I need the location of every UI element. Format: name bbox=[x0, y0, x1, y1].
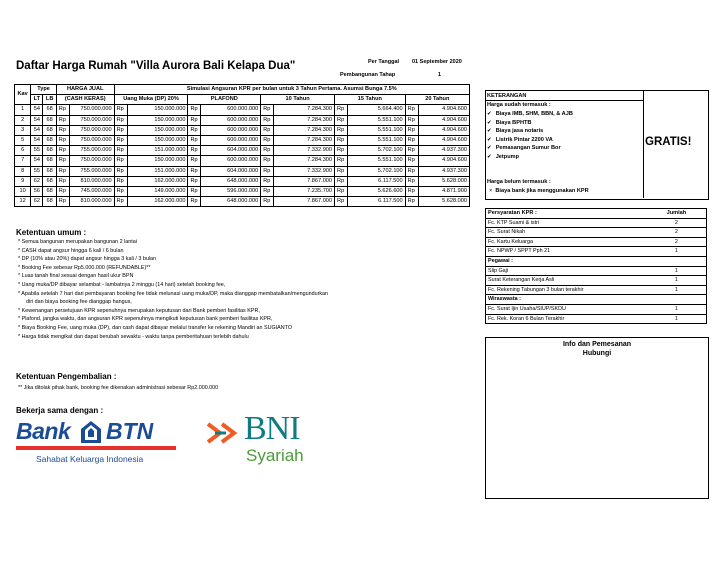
col-type: Type bbox=[31, 85, 57, 95]
cell-plafond: 600.000.000 bbox=[201, 125, 261, 135]
cell-t10: 7.235.700 bbox=[274, 186, 335, 196]
persyaratan-item: Fc. NPWP / SPPT Pph 21 bbox=[486, 247, 647, 257]
cell-rp: Rp bbox=[188, 186, 201, 196]
included-item bbox=[487, 127, 573, 136]
cell-t20: 4.904.600 bbox=[418, 115, 469, 125]
cell-kav: 3 bbox=[15, 125, 31, 135]
cell-harga: 755.000.000 bbox=[69, 146, 114, 156]
ketentuan-item: * DP (10% atau 20%) dapat angsur hingga 3 kali / 3 bulan bbox=[18, 256, 157, 263]
cell-lt: 62 bbox=[31, 197, 43, 207]
ketentuan-item: * Apabila setelah 7 hari dari pembayaran booking fee tidak melunasi uang muka/DP, maka dianggap membatalkan/mengundurkan bbox=[18, 290, 329, 297]
cell-rp: Rp bbox=[405, 166, 418, 176]
persyaratan-group-title: Wiraswasta : bbox=[486, 295, 707, 305]
cell-rp: Rp bbox=[405, 135, 418, 145]
ketentuan-item: * Biaya Booking Fee, uang muka (DP), dan cash dapat dibayar melalui transfer ke rekening Mandiri an SUGIANTO bbox=[18, 324, 293, 331]
cell-t15: 5.551.100 bbox=[348, 115, 406, 125]
included-item bbox=[487, 144, 573, 153]
persyaratan-row bbox=[486, 285, 707, 295]
included-label: Pemasangan Sumur Bor bbox=[495, 145, 561, 152]
cell-rp: Rp bbox=[114, 105, 127, 115]
ketentuan-item: * Kewenangan persetujuan KPR sepenuhnya merupakan keputusan dari Bank pemberi fasilitas KPR, bbox=[18, 307, 260, 314]
cell-t15: 5.551.100 bbox=[348, 125, 406, 135]
included-label: Jetpump bbox=[495, 153, 519, 160]
cell-rp: Rp bbox=[261, 186, 274, 196]
price-row bbox=[15, 135, 470, 145]
cell-rp: Rp bbox=[56, 197, 69, 207]
persyaratan-group bbox=[486, 295, 707, 305]
cell-t20: 4.871.900 bbox=[418, 186, 469, 196]
tahap-value: 1 bbox=[438, 72, 442, 78]
cell-kav: 7 bbox=[15, 156, 31, 166]
included-item bbox=[487, 153, 573, 162]
btn-bank-word: Bank bbox=[16, 418, 71, 444]
cell-dp: 150.000.000 bbox=[127, 135, 188, 145]
cell-kav: 12 bbox=[15, 197, 31, 207]
cell-rp: Rp bbox=[335, 197, 348, 207]
ketentuan-item: * Plafond, jangka waktu, dan angsuran KPR sepenuhnya mengikuti keputusan bank pemberi fasilitas KPR, bbox=[18, 316, 273, 323]
cell-rp: Rp bbox=[188, 115, 201, 125]
btn-tagline: Sahabat Keluarga Indonesia bbox=[36, 454, 144, 464]
cell-rp: Rp bbox=[56, 156, 69, 166]
price-row bbox=[15, 125, 470, 135]
partners-title: Bekerja sama dengan : bbox=[16, 406, 104, 415]
cell-harga: 755.000.000 bbox=[69, 166, 114, 176]
cell-lb: 68 bbox=[43, 176, 56, 186]
cell-rp: Rp bbox=[335, 156, 348, 166]
cell-dp: 150.000.000 bbox=[127, 105, 188, 115]
cell-t10: 7.284.300 bbox=[274, 115, 335, 125]
ketentuan-pengembalian-item: ** Jika ditolak pihak bank, booking fee dikenakan administrasi sebesar Rp2.000.000 bbox=[18, 385, 219, 391]
cell-rp: Rp bbox=[261, 166, 274, 176]
cell-lb: 68 bbox=[43, 156, 56, 166]
cell-rp: Rp bbox=[335, 135, 348, 145]
btn-logo bbox=[16, 418, 178, 468]
bni-name: BNI bbox=[244, 410, 300, 447]
cell-plafond: 600.000.000 bbox=[201, 115, 261, 125]
cell-t10: 7.284.300 bbox=[274, 125, 335, 135]
cell-kav: 9 bbox=[15, 176, 31, 186]
cell-dp: 162.000.000 bbox=[127, 197, 188, 207]
tahap-label: Pembangunan Tahap bbox=[340, 72, 396, 78]
cell-t10: 7.284.300 bbox=[274, 156, 335, 166]
cell-rp: Rp bbox=[114, 176, 127, 186]
cell-t10: 7.284.300 bbox=[274, 105, 335, 115]
cell-lb: 68 bbox=[43, 125, 56, 135]
info-box bbox=[485, 337, 709, 499]
check-icon: ✔ bbox=[487, 153, 492, 160]
cell-lt: 54 bbox=[31, 125, 43, 135]
simulasi-header: Simulasi Angsuran KPR per bulan untuk 3 Tahun Pertama. Asumsi Bunga 7.5% bbox=[114, 85, 469, 95]
cell-dp: 150.000.000 bbox=[127, 115, 188, 125]
cell-rp: Rp bbox=[188, 105, 201, 115]
ketentuan-item: * Booking Fee sebesar Rp5.000.000 (REFUNDABLE)** bbox=[18, 264, 151, 271]
persyaratan-row bbox=[486, 228, 707, 238]
cell-plafond: 604.000.000 bbox=[201, 166, 261, 176]
cell-rp: Rp bbox=[56, 166, 69, 176]
included-label: Biaya BPHTB bbox=[495, 119, 532, 126]
cell-lb: 68 bbox=[43, 197, 56, 207]
cell-lb: 68 bbox=[43, 135, 56, 145]
persyaratan-qty: 2 bbox=[647, 237, 707, 247]
ketentuan-item: * Luas tanah final sesuai dengan hasil ukur BPN bbox=[18, 273, 134, 280]
persyaratan-item: Fc. Surat Nikah bbox=[486, 228, 647, 238]
cell-rp: Rp bbox=[405, 176, 418, 186]
included-list bbox=[487, 110, 573, 162]
cell-harga: 750.000.000 bbox=[69, 125, 114, 135]
price-row bbox=[15, 186, 470, 196]
persyaratan-qty: 1 bbox=[647, 314, 707, 324]
cell-rp: Rp bbox=[188, 125, 201, 135]
bni-sub: Syariah bbox=[246, 446, 304, 465]
cell-plafond: 648.000.000 bbox=[201, 197, 261, 207]
persyaratan-col-jumlah: Jumlah bbox=[647, 209, 707, 219]
cell-rp: Rp bbox=[261, 105, 274, 115]
cell-plafond: 600.000.000 bbox=[201, 135, 261, 145]
cell-rp: Rp bbox=[56, 115, 69, 125]
btn-name: BTN bbox=[106, 418, 154, 444]
cell-t20: 4.904.600 bbox=[418, 125, 469, 135]
cell-rp: Rp bbox=[335, 176, 348, 186]
cell-kav: 1 bbox=[15, 105, 31, 115]
cell-dp: 150.000.000 bbox=[127, 156, 188, 166]
cell-t20: 5.628.000 bbox=[418, 176, 469, 186]
persyaratan-item: Fc. Rekening Tabungan 3 bulan terakhir bbox=[486, 285, 647, 295]
persyaratan-row bbox=[486, 266, 707, 276]
cell-rp: Rp bbox=[114, 197, 127, 207]
btn-red-bar bbox=[16, 446, 176, 450]
cell-rp: Rp bbox=[261, 176, 274, 186]
cell-t15: 5.551.100 bbox=[348, 156, 406, 166]
cell-lb: 68 bbox=[43, 186, 56, 196]
cell-rp: Rp bbox=[56, 135, 69, 145]
persyaratan-item: Fc. Rek. Koran 6 Bulan Terakhir bbox=[486, 314, 647, 324]
cell-rp: Rp bbox=[405, 156, 418, 166]
cell-dp: 151.000.000 bbox=[127, 146, 188, 156]
cell-t15: 5.664.400 bbox=[348, 105, 406, 115]
cell-harga: 810.000.000 bbox=[69, 176, 114, 186]
ketentuan-item: * Uang muka/DP dibayar selambat - lambatnya 2 minggu (14 hari) setelah booking fee, bbox=[18, 281, 226, 288]
cell-dp: 149.000.000 bbox=[127, 186, 188, 196]
cell-lt: 54 bbox=[31, 156, 43, 166]
cell-harga: 745.000.000 bbox=[69, 186, 114, 196]
cell-rp: Rp bbox=[261, 197, 274, 207]
cell-t20: 4.904.600 bbox=[418, 135, 469, 145]
persyaratan-qty: 1 bbox=[647, 304, 707, 314]
cell-rp: Rp bbox=[261, 135, 274, 145]
keterangan-divider bbox=[643, 90, 644, 198]
included-item bbox=[487, 136, 573, 145]
cell-rp: Rp bbox=[405, 146, 418, 156]
persyaratan-table bbox=[485, 208, 707, 324]
persyaratan-qty: 2 bbox=[647, 228, 707, 238]
btn-house-icon bbox=[80, 420, 102, 444]
price-table bbox=[14, 84, 470, 207]
cell-t15: 5.551.100 bbox=[348, 135, 406, 145]
col-lb: LB bbox=[43, 95, 56, 105]
cell-rp: Rp bbox=[261, 125, 274, 135]
cell-rp: Rp bbox=[114, 115, 127, 125]
cell-t15: 5.702.100 bbox=[348, 146, 406, 156]
price-row bbox=[15, 176, 470, 186]
col-15-tahun: 15 Tahun bbox=[335, 95, 406, 105]
info-subtitle: Hubungi bbox=[582, 350, 612, 357]
cell-t10: 7.332.900 bbox=[274, 166, 335, 176]
cell-lt: 62 bbox=[31, 176, 43, 186]
cell-rp: Rp bbox=[261, 115, 274, 125]
col-kav: Kav bbox=[15, 85, 31, 105]
ketentuan-item: * Semua bangunan merupakan bangunan 2 lantai bbox=[18, 239, 137, 245]
cell-kav: 6 bbox=[15, 146, 31, 156]
cell-rp: Rp bbox=[56, 146, 69, 156]
cell-rp: Rp bbox=[56, 186, 69, 196]
cell-t10: 7.332.900 bbox=[274, 146, 335, 156]
ketentuan-umum-list bbox=[18, 238, 328, 341]
col-lt: LT bbox=[31, 95, 43, 105]
excluded-title: Harga belum termasuk : bbox=[487, 179, 551, 185]
cell-rp: Rp bbox=[261, 156, 274, 166]
cell-lt: 54 bbox=[31, 135, 43, 145]
cell-plafond: 604.000.000 bbox=[201, 146, 261, 156]
cell-lt: 55 bbox=[31, 146, 43, 156]
persyaratan-qty: 1 bbox=[647, 285, 707, 295]
ketentuan-item: * Harga tidak mengikat dan dapat berubah sewaktu - waktu tanpa pemberitahuan terlebih dahulu bbox=[18, 333, 249, 340]
persyaratan-col-name: Persyaratan KPR : bbox=[486, 209, 647, 219]
cell-rp: Rp bbox=[335, 125, 348, 135]
included-title: Harga sudah termasuk : bbox=[487, 102, 551, 108]
cell-plafond: 596.000.000 bbox=[201, 186, 261, 196]
persyaratan-item: Fc. Kartu Keluarga bbox=[486, 237, 647, 247]
cell-rp: Rp bbox=[261, 146, 274, 156]
cell-harga: 750.000.000 bbox=[69, 156, 114, 166]
cell-rp: Rp bbox=[188, 197, 201, 207]
cell-rp: Rp bbox=[335, 166, 348, 176]
price-row bbox=[15, 156, 470, 166]
cell-rp: Rp bbox=[405, 197, 418, 207]
persyaratan-row bbox=[486, 247, 707, 257]
info-title: Info dan Pemesanan bbox=[562, 341, 632, 348]
price-row bbox=[15, 146, 470, 156]
cell-rp: Rp bbox=[405, 105, 418, 115]
col-harga: HARGA JUAL bbox=[56, 85, 114, 95]
col-20-tahun: 20 Tahun bbox=[405, 95, 469, 105]
cell-lt: 55 bbox=[31, 166, 43, 176]
cell-lb: 68 bbox=[43, 115, 56, 125]
cell-harga: 750.000.000 bbox=[69, 105, 114, 115]
cell-rp: Rp bbox=[405, 186, 418, 196]
cell-harga: 810.000.000 bbox=[69, 197, 114, 207]
cell-lt: 54 bbox=[31, 115, 43, 125]
cell-plafond: 600.000.000 bbox=[201, 156, 261, 166]
keterangan-title: KETERANGAN bbox=[487, 93, 527, 99]
persyaratan-qty: 1 bbox=[647, 276, 707, 286]
per-tanggal-value: 01 September 2020 bbox=[412, 59, 462, 65]
cell-rp: Rp bbox=[188, 166, 201, 176]
price-row bbox=[15, 197, 470, 207]
cell-lb: 68 bbox=[43, 105, 56, 115]
check-icon: ✔ bbox=[487, 111, 492, 117]
cell-kav: 10 bbox=[15, 186, 31, 196]
persyaratan-group bbox=[486, 256, 707, 266]
persyaratan-row bbox=[486, 218, 707, 228]
persyaratan-item: Surat Keterangan Kerja Asli bbox=[486, 276, 647, 286]
cell-rp: Rp bbox=[56, 125, 69, 135]
cell-rp: Rp bbox=[114, 156, 127, 166]
cross-icon: × bbox=[489, 188, 493, 194]
cell-rp: Rp bbox=[188, 176, 201, 186]
persyaratan-item: Slip Gaji bbox=[486, 266, 647, 276]
cell-plafond: 648.000.000 bbox=[201, 176, 261, 186]
persyaratan-item: Fc. KTP Suami & istri bbox=[486, 218, 647, 228]
included-item bbox=[487, 119, 573, 128]
cell-lt: 56 bbox=[31, 186, 43, 196]
cell-t20: 4.937.300 bbox=[418, 166, 469, 176]
cell-rp: Rp bbox=[335, 186, 348, 196]
col-harga-sub: (CASH KERAS) bbox=[56, 95, 114, 105]
persyaratan-item: Fc. Surat Ijin Usaha/SIUP/SKDU bbox=[486, 304, 647, 314]
cell-rp: Rp bbox=[114, 135, 127, 145]
check-icon: ✔ bbox=[487, 145, 492, 152]
bni-swirl-icon bbox=[206, 420, 240, 446]
cell-dp: 150.000.000 bbox=[127, 125, 188, 135]
cell-rp: Rp bbox=[335, 115, 348, 125]
cell-t20: 4.904.600 bbox=[418, 156, 469, 166]
cell-t10: 7.867.000 bbox=[274, 197, 335, 207]
check-icon: ✔ bbox=[487, 119, 492, 126]
col-plafond: PLAFOND bbox=[188, 95, 261, 105]
check-icon: ✔ bbox=[487, 128, 492, 135]
persyaratan-row bbox=[486, 314, 707, 324]
cell-rp: Rp bbox=[56, 105, 69, 115]
per-tanggal-label: Per Tanggal bbox=[368, 59, 400, 65]
cell-kav: 2 bbox=[15, 115, 31, 125]
cell-rp: Rp bbox=[114, 166, 127, 176]
bni-syariah-logo bbox=[206, 410, 326, 470]
price-row bbox=[15, 166, 470, 176]
check-icon: ✔ bbox=[487, 136, 492, 143]
cell-rp: Rp bbox=[56, 176, 69, 186]
cell-t20: 4.904.600 bbox=[418, 105, 469, 115]
cell-t15: 5.626.600 bbox=[348, 186, 406, 196]
cell-rp: Rp bbox=[188, 135, 201, 145]
cell-harga: 750.000.000 bbox=[69, 115, 114, 125]
cell-lb: 68 bbox=[43, 146, 56, 156]
cell-rp: Rp bbox=[114, 186, 127, 196]
cell-t15: 5.702.100 bbox=[348, 166, 406, 176]
cell-harga: 750.000.000 bbox=[69, 135, 114, 145]
cell-rp: Rp bbox=[335, 105, 348, 115]
col-dp: Uang Muka (DP) 20% bbox=[114, 95, 188, 105]
persyaratan-row bbox=[486, 304, 707, 314]
cell-rp: Rp bbox=[188, 156, 201, 166]
included-label: Listrik Pintar 2200 VA bbox=[495, 136, 553, 143]
page-title: Daftar Harga Rumah "Villa Aurora Bali Kelapa Dua" bbox=[16, 60, 296, 72]
cell-lt: 54 bbox=[31, 105, 43, 115]
ketentuan-item: diri dan biaya booking fee dianggap hangus, bbox=[26, 299, 132, 306]
persyaratan-row bbox=[486, 276, 707, 286]
cell-dp: 151.000.000 bbox=[127, 166, 188, 176]
cell-rp: Rp bbox=[335, 146, 348, 156]
cell-t10: 7.867.000 bbox=[274, 176, 335, 186]
persyaratan-qty: 2 bbox=[647, 218, 707, 228]
persyaratan-group-title: Pegawai : bbox=[486, 256, 707, 266]
price-row bbox=[15, 105, 470, 115]
cell-kav: 5 bbox=[15, 135, 31, 145]
included-item bbox=[487, 110, 573, 119]
col-10-tahun: 10 Tahun bbox=[261, 95, 335, 105]
cell-t10: 7.284.300 bbox=[274, 135, 335, 145]
cell-rp: Rp bbox=[114, 146, 127, 156]
cell-t15: 6.117.500 bbox=[348, 197, 406, 207]
ketentuan-umum-title: Ketentuan umum : bbox=[16, 228, 87, 237]
cell-t20: 5.628.000 bbox=[418, 197, 469, 207]
persyaratan-qty: 1 bbox=[647, 266, 707, 276]
cell-lb: 68 bbox=[43, 166, 56, 176]
included-label: Biaya IMB, SHM, BBN, & AJB bbox=[495, 111, 573, 117]
cell-rp: Rp bbox=[405, 115, 418, 125]
excluded-label: Biaya bank jika menggunakan KPR bbox=[495, 188, 589, 194]
cell-kav: 8 bbox=[15, 166, 31, 176]
ketentuan-pengembalian-title: Ketentuan Pengembalian : bbox=[16, 372, 117, 381]
cell-rp: Rp bbox=[405, 125, 418, 135]
cell-t20: 4.937.300 bbox=[418, 146, 469, 156]
included-label: Biaya jasa notaris bbox=[495, 128, 544, 135]
cell-t15: 6.117.500 bbox=[348, 176, 406, 186]
persyaratan-row bbox=[486, 237, 707, 247]
excluded-item bbox=[489, 187, 589, 196]
gratis-label: GRATIS! bbox=[645, 136, 692, 148]
cell-plafond: 600.000.000 bbox=[201, 105, 261, 115]
cell-dp: 162.000.000 bbox=[127, 176, 188, 186]
persyaratan-qty: 1 bbox=[647, 247, 707, 257]
cell-rp: Rp bbox=[188, 146, 201, 156]
ketentuan-item: * CASH dapat angsur hingga 6 kali / 6 bulan bbox=[18, 247, 124, 254]
price-row bbox=[15, 115, 470, 125]
cell-rp: Rp bbox=[114, 125, 127, 135]
